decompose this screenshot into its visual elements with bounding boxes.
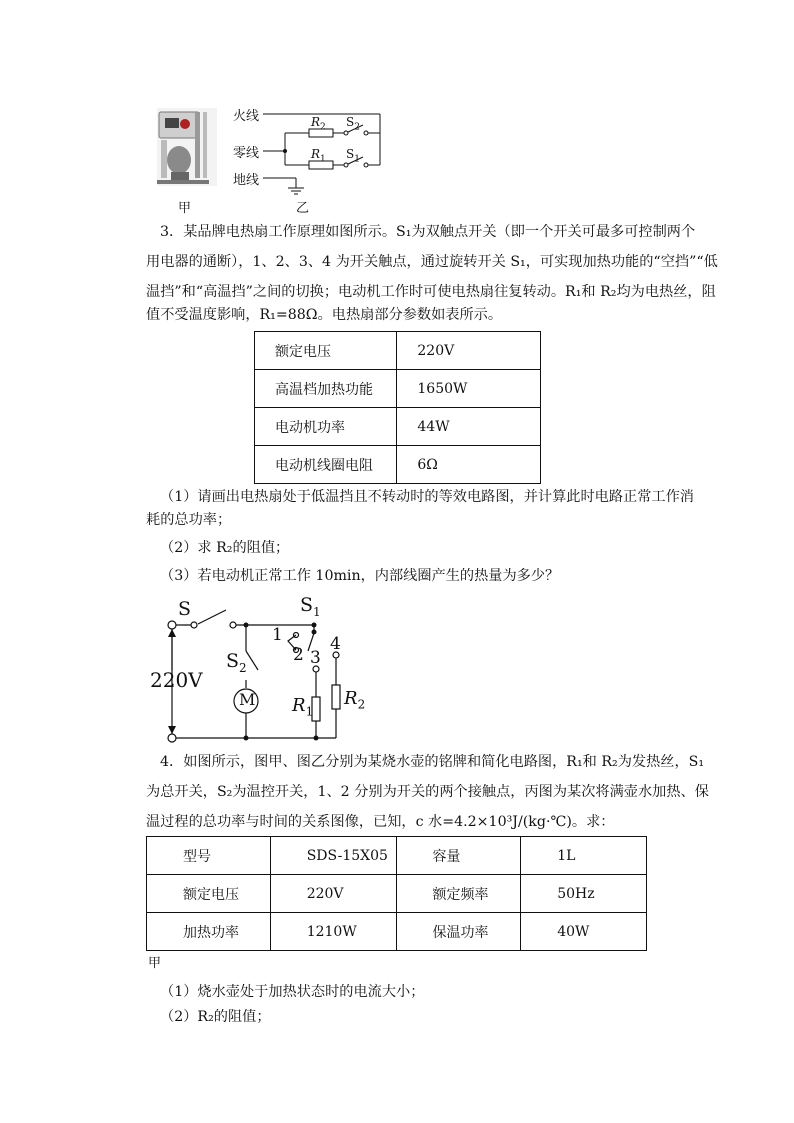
kettle-photo xyxy=(157,108,217,186)
table-row xyxy=(147,913,647,951)
label-voltage: 220V xyxy=(150,668,203,692)
caption-yi: 乙 xyxy=(296,201,310,216)
table-cell: 保温功率 xyxy=(396,913,521,951)
table-cell: 1L xyxy=(521,837,647,875)
table-cell: 220V xyxy=(270,875,396,913)
table-cell: 额定频率 xyxy=(396,875,521,913)
table-cell: 50Hz xyxy=(521,875,647,913)
q3-sub2: （2）求 R₂的阻值； xyxy=(160,540,290,556)
label-live: 火线 xyxy=(233,109,260,124)
table-row xyxy=(255,408,541,446)
label-contact-2: 2 xyxy=(293,645,304,665)
table-cell: 额定电压 xyxy=(147,875,271,913)
q3-sub3: （3）若电动机正常工作 10min，内部线圈产生的热量为多少？ xyxy=(160,568,560,584)
table-cell: 电动机线圈电阻 xyxy=(255,446,397,484)
table-cell: SDS-15X05 xyxy=(270,837,396,875)
table-cell: 220V xyxy=(397,332,541,370)
q4-sub1: （1）烧水壶处于加热状态时的电流大小； xyxy=(160,984,425,1000)
q3-line1: 3．某品牌电热扇工作原理如图所示。S₁为双触点开关（即一个开关可最多可控制两个 xyxy=(160,224,696,240)
label-s2-top: $S_2$ xyxy=(346,115,360,133)
label-r1-mid: $R_1$ xyxy=(292,695,314,719)
q3-param-table xyxy=(254,331,541,484)
table-cell: 型号 xyxy=(147,837,271,875)
q4-nameplate-table xyxy=(146,836,647,951)
table-cell: 额定电压 xyxy=(255,332,397,370)
label-switch-s1: $S_1$ xyxy=(300,594,321,619)
label-neutral: 零线 xyxy=(233,146,260,161)
label-r1-top: $R_1$ xyxy=(311,147,326,165)
q4-sub2: （2）R₂的阻值； xyxy=(160,1009,271,1025)
label-contact-4: 4 xyxy=(330,634,341,654)
q3-sub1-line1: （1）请画出电热扇处于低温挡且不转动时的等效电路图，并计算此时电路正常工作消 xyxy=(160,489,694,505)
label-motor: M xyxy=(239,690,256,709)
q4-table-caption: 甲 xyxy=(148,956,162,971)
table-cell: 电动机功率 xyxy=(255,408,397,446)
table-cell: 40W xyxy=(521,913,647,951)
table-row xyxy=(147,837,647,875)
table-cell: 44W xyxy=(397,408,541,446)
caption-jia-top: 甲 xyxy=(178,201,192,216)
q3-line4: 值不受温度影响，R₁=88Ω。电热扇部分参数如表所示。 xyxy=(146,307,503,323)
table-row xyxy=(255,332,541,370)
table-row xyxy=(255,370,541,408)
label-switch-s: S xyxy=(178,598,192,620)
table-cell: 容量 xyxy=(396,837,521,875)
table-row xyxy=(147,875,647,913)
table-cell: 1210W xyxy=(270,913,396,951)
label-switch-s2: $S_2$ xyxy=(226,650,247,675)
q3-sub1-line2: 耗的总功率； xyxy=(146,512,232,528)
label-s1-top: $S_1$ xyxy=(346,147,360,165)
table-cell: 1650W xyxy=(397,370,541,408)
q4-line1: 4．如图所示，图甲、图乙分别为某烧水壶的铭牌和简化电路图，R₁和 R₂为发热丝，S₁ xyxy=(160,754,705,770)
label-r2-mid: $R_2$ xyxy=(344,688,366,712)
q4-line2: 为总开关，S₂为温控开关，1、2 分别为开关的两个接触点，丙图为某次将满壶水加热、保 xyxy=(146,784,709,800)
label-contact-1: 1 xyxy=(272,625,283,645)
table-cell: 高温档加热功能 xyxy=(255,370,397,408)
q4-line3: 温过程的总功率与时间的关系图像，已知，c 水=4.2×10³J/(kg·℃)。求： xyxy=(146,814,615,830)
label-contact-3: 3 xyxy=(310,648,321,668)
label-r2-top: $R_2$ xyxy=(311,115,326,133)
q3-line3: 温挡”和“高温挡”之间的切换；电动机工作时可使电热扇往复转动。R₁和 R₂均为电热丝，阻 xyxy=(146,284,716,300)
label-ground: 地线 xyxy=(233,173,260,188)
table-cell: 6Ω xyxy=(397,446,541,484)
q3-line2: 用电器的通断），1、2、3、4 为开关触点，通过旋转开关 S₁，可实现加热功能的“空挡”“低 xyxy=(146,254,718,270)
table-row xyxy=(255,446,541,484)
table-cell: 加热功率 xyxy=(147,913,271,951)
